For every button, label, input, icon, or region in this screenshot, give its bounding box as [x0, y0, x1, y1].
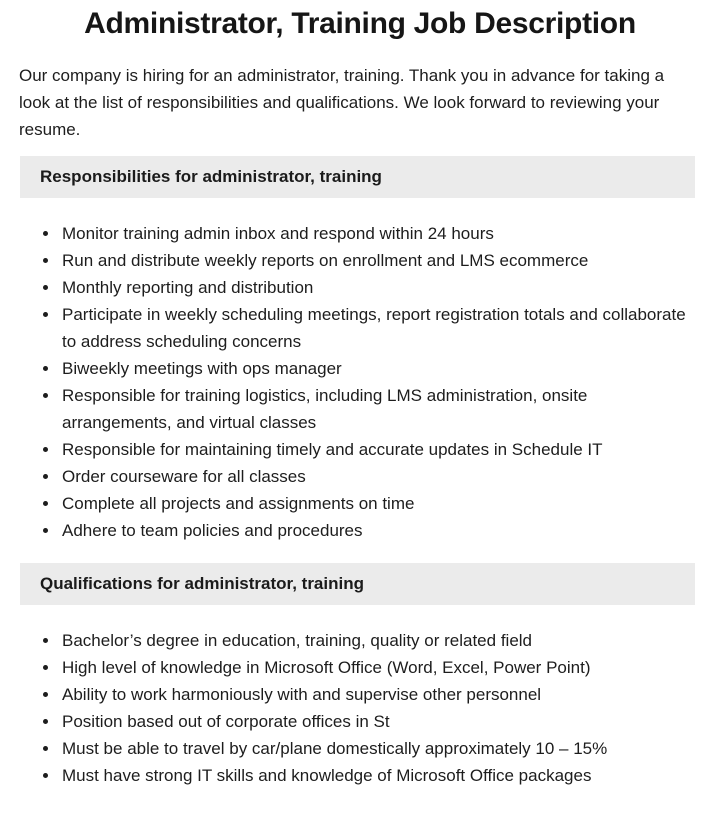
list-item: Run and distribute weekly reports on enrollment and LMS ecommerce: [62, 247, 700, 274]
list-item: Complete all projects and assignments on time: [62, 490, 700, 517]
sections-container: [0, 156, 720, 789]
page-title: Administrator, Training Job Description: [84, 7, 636, 40]
list-item: Bachelor’s degree in education, training, quality or related field: [62, 627, 700, 654]
list-item: Monitor training admin inbox and respond within 24 hours: [62, 220, 700, 247]
list-item: Order courseware for all classes: [62, 463, 700, 490]
list-item: Position based out of corporate offices in St: [62, 708, 700, 735]
section-heading: Qualifications for administrator, training: [20, 563, 695, 605]
list-item: Responsible for maintaining timely and accurate updates in Schedule IT: [62, 436, 700, 463]
list-item: Must have strong IT skills and knowledge of Microsoft Office packages: [62, 762, 700, 789]
list-item: Biweekly meetings with ops manager: [62, 355, 700, 382]
intro-paragraph: Our company is hiring for an administrator, training. Thank you in advance for taking a look at the list of responsibilities and qualifications. We look forward to reviewing your resume.: [19, 66, 665, 139]
section-heading: Responsibilities for administrator, training: [20, 156, 695, 198]
list-item: Ability to work harmoniously with and supervise other personnel: [62, 681, 700, 708]
list-item: Participate in weekly scheduling meetings, report registration totals and collaborate to address scheduling concerns: [62, 301, 700, 355]
list-item: High level of knowledge in Microsoft Office (Word, Excel, Power Point): [62, 654, 700, 681]
list-item: Must be able to travel by car/plane domestically approximately 10 – 15%: [62, 735, 700, 762]
job-section: [0, 563, 720, 789]
job-section: [0, 156, 720, 544]
bullet-list: [20, 627, 700, 789]
bullet-list: [20, 220, 700, 544]
list-item: Adhere to team policies and procedures: [62, 517, 700, 544]
list-item: Responsible for training logistics, including LMS administration, onsite arrangements, and virtual classes: [62, 382, 700, 436]
list-item: Monthly reporting and distribution: [62, 274, 700, 301]
